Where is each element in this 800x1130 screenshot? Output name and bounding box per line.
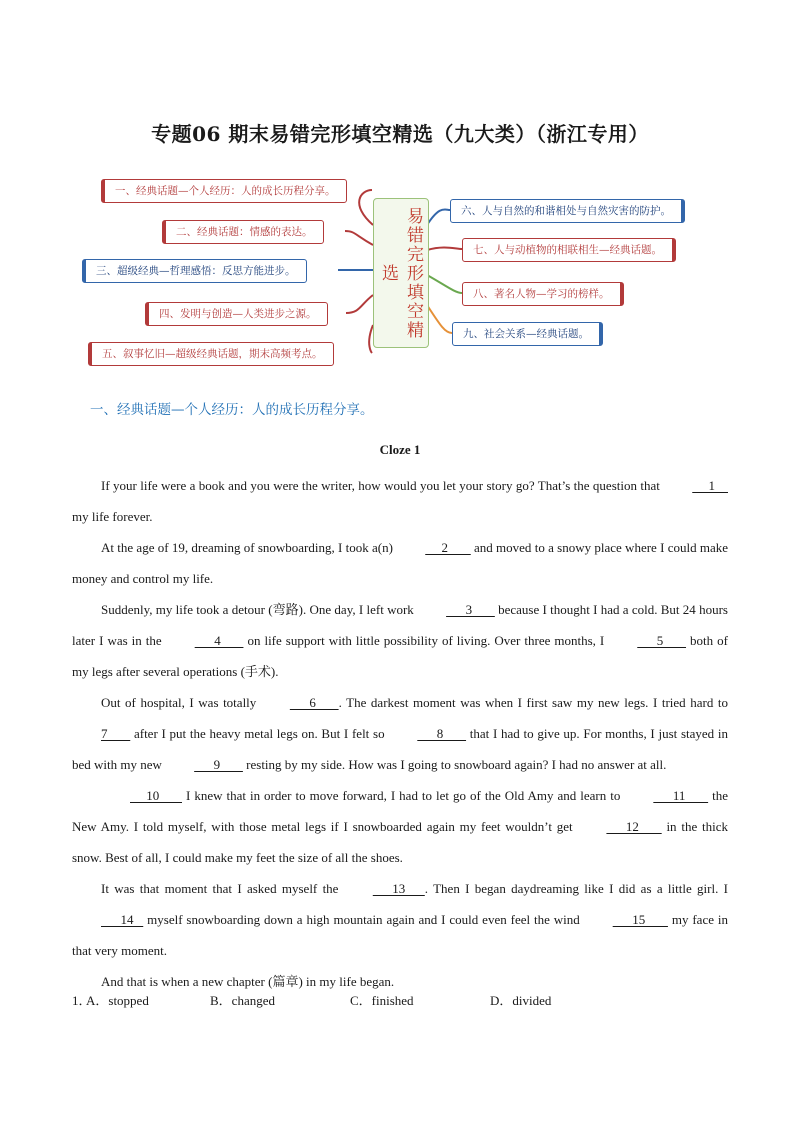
blank-9: 9 — [194, 757, 243, 772]
cloze-title: Cloze 1 — [379, 442, 421, 457]
cloze-passage — [72, 470, 728, 997]
blank-15: 15 — [612, 912, 668, 927]
blank-14: 14 — [101, 912, 144, 927]
paragraph-5: 10 I knew that in order to move forward, I had to let go of the Old Amy and learn to 11 the New Amy. I told myself, with those metal legs if I snowboarded again my feet wouldn’t get 12 in the thick snow. Best of all, I could make my feet the size of all the shoes. — [72, 780, 728, 873]
page-title: 专题06 期末易错完形填空精选（九大类）（浙江专用） — [151, 122, 649, 146]
mind-map-item-5: 五、叙事忆旧—超级经典话题，期末高频考点。 — [88, 342, 334, 366]
mind-map-item-8: 八、著名人物—学习的榜样。 — [462, 282, 624, 306]
blank-7: 7 — [101, 726, 131, 741]
mind-map-center: 易错完形填空精选 — [373, 198, 429, 348]
question-1-option-a[interactable]: A．stopped — [86, 993, 149, 1008]
blank-2: 2 — [425, 540, 471, 555]
blank-4: 4 — [194, 633, 244, 648]
blank-12: 12 — [606, 819, 662, 834]
blank-1: 1 — [692, 478, 728, 493]
mind-map-item-1: 一、经典话题—个人经历：人的成长历程分享。 — [101, 179, 347, 203]
mind-map — [0, 165, 800, 375]
question-1-option-d[interactable]: D．divided — [490, 993, 552, 1008]
paragraph-1: If your life were a book and you were the writer, how would you let your story go? That’s the question that 1 my life forever. — [72, 470, 728, 532]
mind-map-item-4: 四、发明与创造—人类进步之源。 — [145, 302, 328, 326]
blank-8: 8 — [417, 726, 467, 741]
blank-11: 11 — [653, 788, 709, 803]
blank-10: 10 — [130, 788, 182, 803]
blank-6: 6 — [289, 695, 339, 710]
mind-map-item-7: 七、人与动植物的相联相生—经典话题。 — [462, 238, 676, 262]
blank-13: 13 — [372, 881, 425, 896]
paragraph-2: At the age of 19, dreaming of snowboarding, I took a(n) 2 and moved to a snowy place where I could make money and control my life. — [72, 532, 728, 594]
paragraph-4: Out of hospital, I was totally 6 . The darkest moment was when I first saw my new legs. I tried hard to 7 after I put the heavy metal legs on. But I felt so 8 that I had to give up. For months, I just stayed in bed with my new 9 resting by my side. How was I going to snowboard again? I had no answer at all. — [72, 687, 728, 780]
mind-map-item-2: 二、经典话题：情感的表达。 — [162, 220, 324, 244]
mind-map-item-9: 九、社会关系—经典话题。 — [452, 322, 603, 346]
question-1-option-c[interactable]: C．finished — [350, 993, 414, 1008]
paragraph-3: Suddenly, my life took a detour (弯路). One day, I left work 3 because I thought I had a cold. But 24 hours later I was in the 4 on life support with little possibility of living. Over three months, I 5 both of my legs after several operations (手术). — [72, 594, 728, 687]
blank-3: 3 — [446, 602, 495, 617]
mind-map-item-3: 三、超级经典—哲理感悟：反思方能进步。 — [82, 259, 307, 283]
section-heading: 一、经典话题—个人经历：人的成长历程分享。 — [90, 402, 374, 418]
blank-5: 5 — [637, 633, 687, 648]
paragraph-6: It was that moment that I asked myself the 13 . Then I began daydreaming like I did as a little girl. I 14 myself snowboarding down a high mountain again and I could even feel the wind 15 my face in that very moment. — [72, 873, 728, 966]
mind-map-item-6: 六、人与自然的和谐相处与自然灾害的防护。 — [450, 199, 685, 223]
paragraph-7: And that is when a new chapter (篇章) in my life began. — [101, 974, 395, 989]
question-1-number: 1． — [72, 993, 92, 1008]
question-1-option-b[interactable]: B．changed — [210, 993, 275, 1008]
